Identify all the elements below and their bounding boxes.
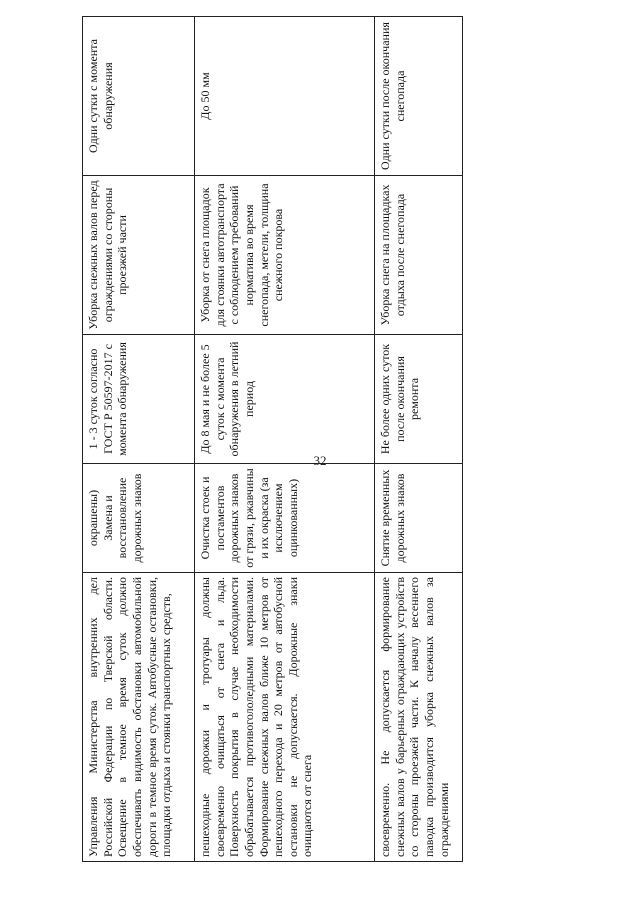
table-row — [375, 17, 463, 862]
page-number: 32 — [313, 453, 327, 468]
table-cell-deadline: Не более одних суток после окончания ремонта — [375, 335, 463, 464]
table-cell-requirements: своевременно. Не допускается формирование снежных валов у барьерных ограждающих устройств со стороны проезжей части. К началу весеннего паводка производится уборка снежных валов за ограждениями — [375, 573, 463, 862]
maintenance-requirements-table — [82, 16, 463, 862]
table-cell-deadline-2: До 50 мм — [195, 17, 375, 176]
table-cell-work-type-2: Уборка снега на площадках отдыха после снегопада — [375, 176, 463, 335]
table-cell-deadline: 1 - 3 суток согласно ГОСТ Р 50597-2017 с момента обнаружения — [83, 335, 195, 464]
table-cell-work-type: окрашены) Замена и восстановление дорожных знаков — [83, 464, 195, 573]
table-cell-deadline-2: Одни сутки после окончания снегопада — [375, 17, 463, 176]
table-cell-deadline: До 8 мая и не более 5 суток с момента обнаружения в летний период — [195, 335, 375, 464]
rotated-table-container — [82, 22, 462, 862]
table-row — [195, 17, 375, 862]
table-row — [83, 17, 195, 862]
table-cell-work-type: Снятие временных дорожных знаков — [375, 464, 463, 573]
table-cell-work-type-2: Уборка снежных валов перед ограждениями со стороны проезжей части — [83, 176, 195, 335]
table-cell-deadline-2: Одни сутки с момента обнаружения — [83, 17, 195, 176]
table-cell-requirements: Управления Министерства внутренних дел Российской Федерации по Тверской области. Освещение в темное время суток должно обеспечивать видимость обстановки автомобильной дороги в темное время суток. Автобусные остановки, площадки отдыха и стоянки транспортных средств, — [83, 573, 195, 862]
table-cell-work-type-2: Уборка от снега площадок для стоянки автотранспорта с соблюдением требований норматива во время снегопада, метели, толщина снежного покрова — [195, 176, 375, 335]
table-cell-requirements: пешеходные дорожки и тротуары должны своевременно очищаться от снега и льда. Поверхность покрытия в случае необходимости обрабатывается противогололедными материалами. Формирование снежных валов ближе 10 метров от пешеходного перехода и 20 метров от автобусной остановки не допускается. Дорожные знаки очищаются от снега — [195, 573, 375, 862]
table-cell-work-type: Очистка стоек и постаментов дорожных знаков от грязи, ржавчины и их окраска (за исключением оцинкованных) — [195, 464, 375, 573]
